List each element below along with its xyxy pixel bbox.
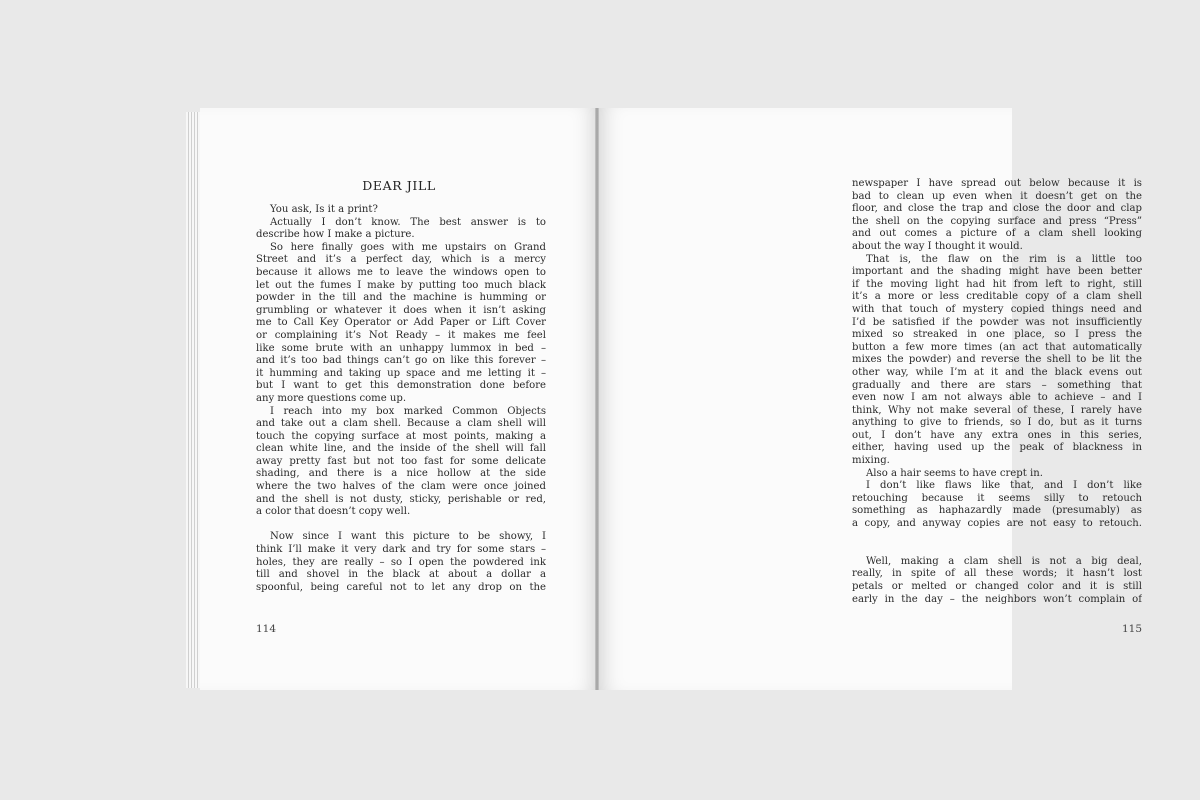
text-line: and the shell is not dusty, sticky, perishable or red,	[256, 493, 546, 505]
left-page-number: 114	[256, 623, 277, 635]
text-line: So here finally goes with me upstairs on Grand	[270, 241, 546, 253]
text-line: gradually and there are stars – something that	[852, 379, 1142, 391]
text-line: mixing.	[852, 455, 890, 467]
text-line: away pretty fast but not too fast for some delicate	[256, 455, 546, 467]
text-line: a copy, and anyway copies are not easy to retouch.	[852, 518, 1142, 530]
text-line: and it’s too bad things can’t go on like this forever –	[256, 355, 546, 367]
book-gutter	[595, 108, 599, 690]
right-page-text	[852, 178, 1142, 606]
text-line: like some brute with an unhappy lummox in bed –	[256, 342, 546, 354]
text-line: out, I don’t have any extra ones in this series,	[852, 429, 1142, 441]
left-page	[200, 108, 598, 690]
text-line: think I’ll make it very dark and try for some stars –	[256, 544, 546, 556]
right-page	[598, 108, 1143, 690]
text-line: but I want to get this demonstration done before	[256, 380, 546, 392]
text-line: and out comes a picture of a clam shell looking	[852, 228, 1142, 240]
text-line: describe how I make a picture.	[256, 229, 415, 241]
text-line: button a few more times (an act that automatically	[852, 341, 1142, 353]
text-line: shading, and there is a nice hollow at the side	[256, 468, 546, 480]
text-line: think, Why not make several of these, I rarely have	[852, 404, 1142, 416]
page-title: DEAR JILL	[362, 178, 436, 193]
text-line: a color that doesn’t copy well.	[256, 506, 411, 518]
paragraph-gap	[256, 519, 546, 532]
text-line: floor, and close the trap and close the door and clap	[852, 203, 1142, 215]
paragraph-gap	[852, 531, 1142, 544]
text-line: clean white line, and the inside of the shell will fall	[256, 443, 546, 455]
text-line: about the way I thought it would.	[852, 240, 1023, 252]
text-line: Well, making a clam shell is not a big deal,	[866, 555, 1142, 567]
text-line: it humming and taking up space and me letting it –	[256, 367, 546, 379]
text-line: me to Call Key Operator or Add Paper or Lift Cover	[256, 317, 546, 329]
text-line: early in the day – the neighbors won’t complain of	[852, 593, 1142, 605]
text-line: spoonful, being careful not to let any drop on the	[256, 581, 546, 593]
text-line: mixes the powder) and reverse the shell to be lit the	[852, 354, 1142, 366]
text-line: either, having used up the peak of blackness in	[852, 442, 1142, 454]
text-line: anything to give to friends, so I do, but as it turns	[852, 417, 1142, 429]
text-line: Also a hair seems to have crept in.	[866, 467, 1043, 479]
text-line: really, in spite of all these words; it hasn’t lost	[852, 568, 1142, 580]
text-line: retouching because it seems silly to retouch	[852, 492, 1142, 504]
text-line: bad to clean up even when it doesn’t get on the	[852, 190, 1142, 202]
text-line: That is, the flaw on the rim is a little too	[866, 253, 1142, 265]
text-line: touch the copying surface at most points, making a	[256, 430, 546, 442]
text-line: mixed so streaked in one place, so I press the	[852, 329, 1142, 341]
text-line: Actually I don’t know. The best answer is to	[270, 216, 546, 228]
text-line: powder in the till and the machine is humming or	[256, 292, 546, 304]
text-line: because it allows me to leave the windows open to	[256, 266, 546, 278]
text-line: and take out a clam shell. Because a clam shell will	[256, 418, 546, 430]
text-line: any more questions come up.	[256, 392, 407, 404]
text-line: grumbling or whatever it does when it isn’t asking	[256, 304, 546, 316]
text-line: something as haphazardly made (presumably) as	[852, 505, 1142, 517]
text-line: where the two halves of the clam were once joined	[256, 481, 546, 493]
text-line: the shell on the copying surface and press “Press”	[852, 215, 1142, 227]
text-line: You ask, Is it a print?	[270, 204, 378, 215]
text-line: or complaining it’s Not Ready – it makes me feel	[256, 329, 546, 341]
text-line: I don’t like flaws like that, and I don’t like	[866, 480, 1142, 492]
open-book	[186, 108, 1143, 690]
text-line: if the moving light had hit from left to right, still	[852, 278, 1142, 290]
text-line: petals or melted or changed color and it is still	[852, 581, 1142, 592]
text-line: with that touch of mystery copied things need and	[852, 303, 1142, 315]
text-line: even now I am not always able to achieve – and I	[852, 392, 1142, 404]
text-line: other way, while I’m at it and the black evens out	[852, 366, 1142, 378]
text-line: Street and it’s a perfect day, which is a mercy	[256, 254, 546, 266]
paragraph-gap	[852, 543, 1142, 556]
left-page-text	[256, 204, 546, 594]
text-line: till and shovel in the black at about a dollar a	[256, 569, 546, 581]
text-line: important and the shading might have been better	[852, 266, 1142, 278]
text-line: I’d be satisfied if the powder was not insufficiently	[852, 316, 1142, 328]
text-line: I reach into my box marked Common Objects	[270, 405, 546, 417]
text-line: Now since I want this picture to be showy, I	[270, 531, 546, 543]
text-line: let out the fumes I make by putting too much black	[256, 279, 546, 291]
text-line: holes, they are really – so I open the powdered ink	[256, 556, 546, 568]
text-line: it’s a more or less creditable copy of a clam shell	[852, 291, 1142, 303]
text-line: newspaper I have spread out below because it is	[852, 178, 1142, 189]
right-page-number: 115	[1122, 623, 1143, 635]
